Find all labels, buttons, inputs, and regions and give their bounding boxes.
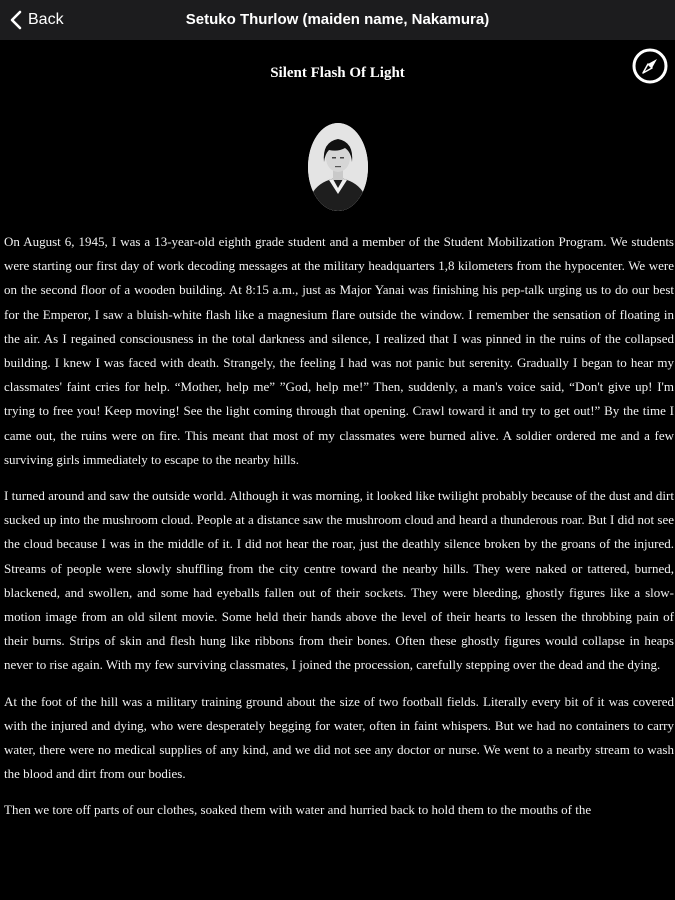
article-content[interactable] [0, 40, 675, 900]
article-body [4, 230, 674, 835]
paragraph: On August 6, 1945, I was a 13-year-old eighth grade student and a member of the Student Mobilization Program. We students were starting our first day of work decoding messages at the military headquarters 1,8 kilometers from the hypocenter. We were on the second floor of a wooden building. At 8:15 a.m., just as Major Yanai was finishing his pep-talk urging us to do our best for the Emperor, I saw a bluish-white flash like a magnesium flare outside the window. I remember the sensation of floating in the air. As I regained consciousness in the total darkness and silence, I realized that I was pinned in the ruins of the collapsed building. I knew I was faced with death. Strangely, the feeling I had was not panic but serenity. Gradually I began to hear my classmates' faint cries for help. “Mother, help me” ”God, help me!” Then, suddenly, a man's voice said, “Don't give up! I'm trying to free you! Keep moving! See the light coming through that opening. Crawl toward it and try to get out!” By the time I came out, the ruins were on fire. This meant that most of my classmates were burned alive. A soldier ordered me and a few surviving girls immediately to escape to the nearby hills. [4, 234, 674, 467]
nav-title: Setuko Thurlow (maiden name, Nakamura) [185, 11, 490, 28]
back-button[interactable] [10, 0, 64, 40]
paragraph: I turned around and saw the outside world. Although it was morning, it looked like twilight probably because of the dust and dirt sucked up into the mushroom cloud. People at a distance saw the mushroom cloud and heard a thunderous roar. But I did not see the cloud because I was in the middle of it. I did not hear the roar, just the deathly silence broken by the groans of the injured. Streams of people were slowly shuffling from the city centre toward the nearby hills. They were naked or tattered, burned, blackened, and swollen, and some had eyeballs fallen out of their sockets. They were bleeding, ghostly figures like a slow-motion image from an old silent movie. Some held their hands above the level of their hearts to lessen the throbbing pain of their burns. Strips of skin and flesh hung like ribbons from their bones. Often these ghostly figures would collapse in heaps never to rise again. With my few surviving classmates, I joined the procession, carefully stepping over the dead and the dying. [4, 488, 674, 673]
article-title: Silent Flash Of Light [270, 65, 405, 81]
navigation-bar [0, 0, 675, 40]
back-label: Back [28, 11, 64, 28]
author-portrait [307, 122, 369, 212]
paragraph: Then we tore off parts of our clothes, soaked them with water and hurried back to hold them to the mouths of the [4, 802, 592, 818]
paragraph: At the foot of the hill was a military training ground about the size of two football fields. Literally every bit of it was covered with the injured and dying, who were desperately begging for water, often in faint whispers. But we had no containers to carry water, there were no medical supplies of any kind, and we did not see any doctor or nurse. We went to a nearby stream to wash the blood and dirt from our bodies. [4, 693, 674, 782]
chevron-left-icon [10, 10, 22, 30]
